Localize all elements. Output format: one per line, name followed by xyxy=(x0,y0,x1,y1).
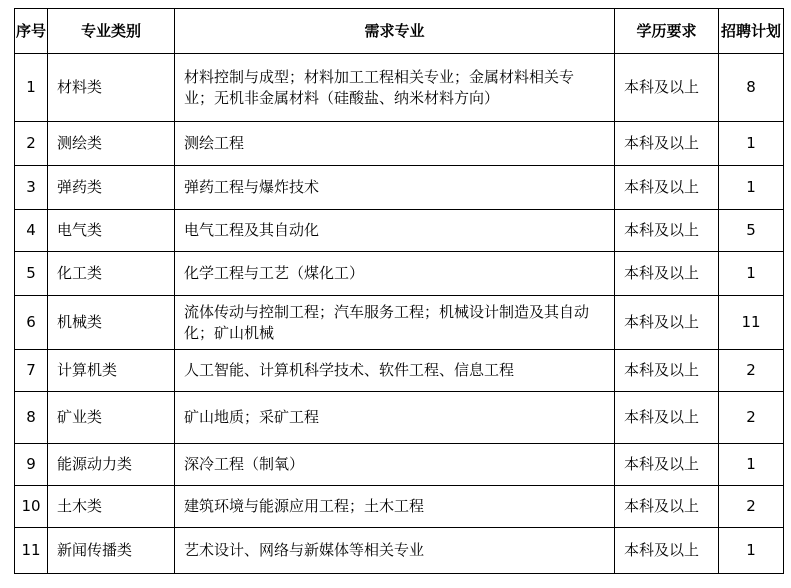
cell-seq: 2 xyxy=(15,122,48,166)
cell-education: 本科及以上 xyxy=(615,122,719,166)
cell-plan: 2 xyxy=(719,486,784,528)
cell-education: 本科及以上 xyxy=(615,296,719,350)
cell-major: 电气工程及其自动化 xyxy=(175,210,615,252)
cell-plan: 1 xyxy=(719,444,784,486)
cell-plan: 8 xyxy=(719,54,784,122)
cell-category: 矿业类 xyxy=(48,392,175,444)
table-header-row xyxy=(15,9,784,54)
table-row xyxy=(15,444,784,486)
header-plan: 招聘计划 xyxy=(719,9,784,54)
table-row xyxy=(15,54,784,122)
cell-seq: 6 xyxy=(15,296,48,350)
cell-education: 本科及以上 xyxy=(615,210,719,252)
header-seq: 序号 xyxy=(15,9,48,54)
cell-plan: 1 xyxy=(719,528,784,574)
cell-seq: 10 xyxy=(15,486,48,528)
cell-category: 材料类 xyxy=(48,54,175,122)
table-row xyxy=(15,296,784,350)
cell-major: 测绘工程 xyxy=(175,122,615,166)
cell-plan: 1 xyxy=(719,122,784,166)
cell-seq: 4 xyxy=(15,210,48,252)
cell-plan: 1 xyxy=(719,252,784,296)
cell-education: 本科及以上 xyxy=(615,54,719,122)
cell-plan: 11 xyxy=(719,296,784,350)
cell-major: 材料控制与成型；材料加工工程相关专业；金属材料相关专业；无机非金属材料（硅酸盐、纳米材料方向） xyxy=(175,54,615,122)
cell-education: 本科及以上 xyxy=(615,252,719,296)
cell-seq: 9 xyxy=(15,444,48,486)
cell-category: 土木类 xyxy=(48,486,175,528)
cell-major: 深冷工程（制氧） xyxy=(175,444,615,486)
table-row xyxy=(15,210,784,252)
cell-major: 弹药工程与爆炸技术 xyxy=(175,166,615,210)
cell-education: 本科及以上 xyxy=(615,166,719,210)
cell-category: 计算机类 xyxy=(48,350,175,392)
cell-category: 电气类 xyxy=(48,210,175,252)
cell-major: 人工智能、计算机科学技术、软件工程、信息工程 xyxy=(175,350,615,392)
cell-category: 机械类 xyxy=(48,296,175,350)
table-row xyxy=(15,122,784,166)
cell-major: 建筑环境与能源应用工程；土木工程 xyxy=(175,486,615,528)
cell-seq: 5 xyxy=(15,252,48,296)
table-row xyxy=(15,392,784,444)
table-row xyxy=(15,350,784,392)
cell-category: 弹药类 xyxy=(48,166,175,210)
table-row xyxy=(15,252,784,296)
cell-seq: 8 xyxy=(15,392,48,444)
cell-plan: 1 xyxy=(719,166,784,210)
cell-education: 本科及以上 xyxy=(615,486,719,528)
recruitment-table-container xyxy=(14,8,784,574)
cell-major: 化学工程与工艺（煤化工） xyxy=(175,252,615,296)
header-major: 需求专业 xyxy=(175,9,615,54)
header-category: 专业类别 xyxy=(48,9,175,54)
cell-seq: 11 xyxy=(15,528,48,574)
cell-seq: 3 xyxy=(15,166,48,210)
table-row xyxy=(15,486,784,528)
cell-education: 本科及以上 xyxy=(615,392,719,444)
cell-education: 本科及以上 xyxy=(615,350,719,392)
cell-seq: 1 xyxy=(15,54,48,122)
cell-education: 本科及以上 xyxy=(615,528,719,574)
cell-education: 本科及以上 xyxy=(615,444,719,486)
table-row xyxy=(15,528,784,574)
cell-category: 测绘类 xyxy=(48,122,175,166)
cell-category: 能源动力类 xyxy=(48,444,175,486)
table-body xyxy=(15,54,784,574)
cell-major: 艺术设计、网络与新媒体等相关专业 xyxy=(175,528,615,574)
cell-category: 新闻传播类 xyxy=(48,528,175,574)
recruitment-table xyxy=(14,8,784,574)
cell-plan: 5 xyxy=(719,210,784,252)
cell-seq: 7 xyxy=(15,350,48,392)
cell-category: 化工类 xyxy=(48,252,175,296)
cell-major: 流体传动与控制工程；汽车服务工程；机械设计制造及其自动化；矿山机械 xyxy=(175,296,615,350)
table-row xyxy=(15,166,784,210)
header-education: 学历要求 xyxy=(615,9,719,54)
cell-major: 矿山地质；采矿工程 xyxy=(175,392,615,444)
cell-plan: 2 xyxy=(719,350,784,392)
cell-plan: 2 xyxy=(719,392,784,444)
